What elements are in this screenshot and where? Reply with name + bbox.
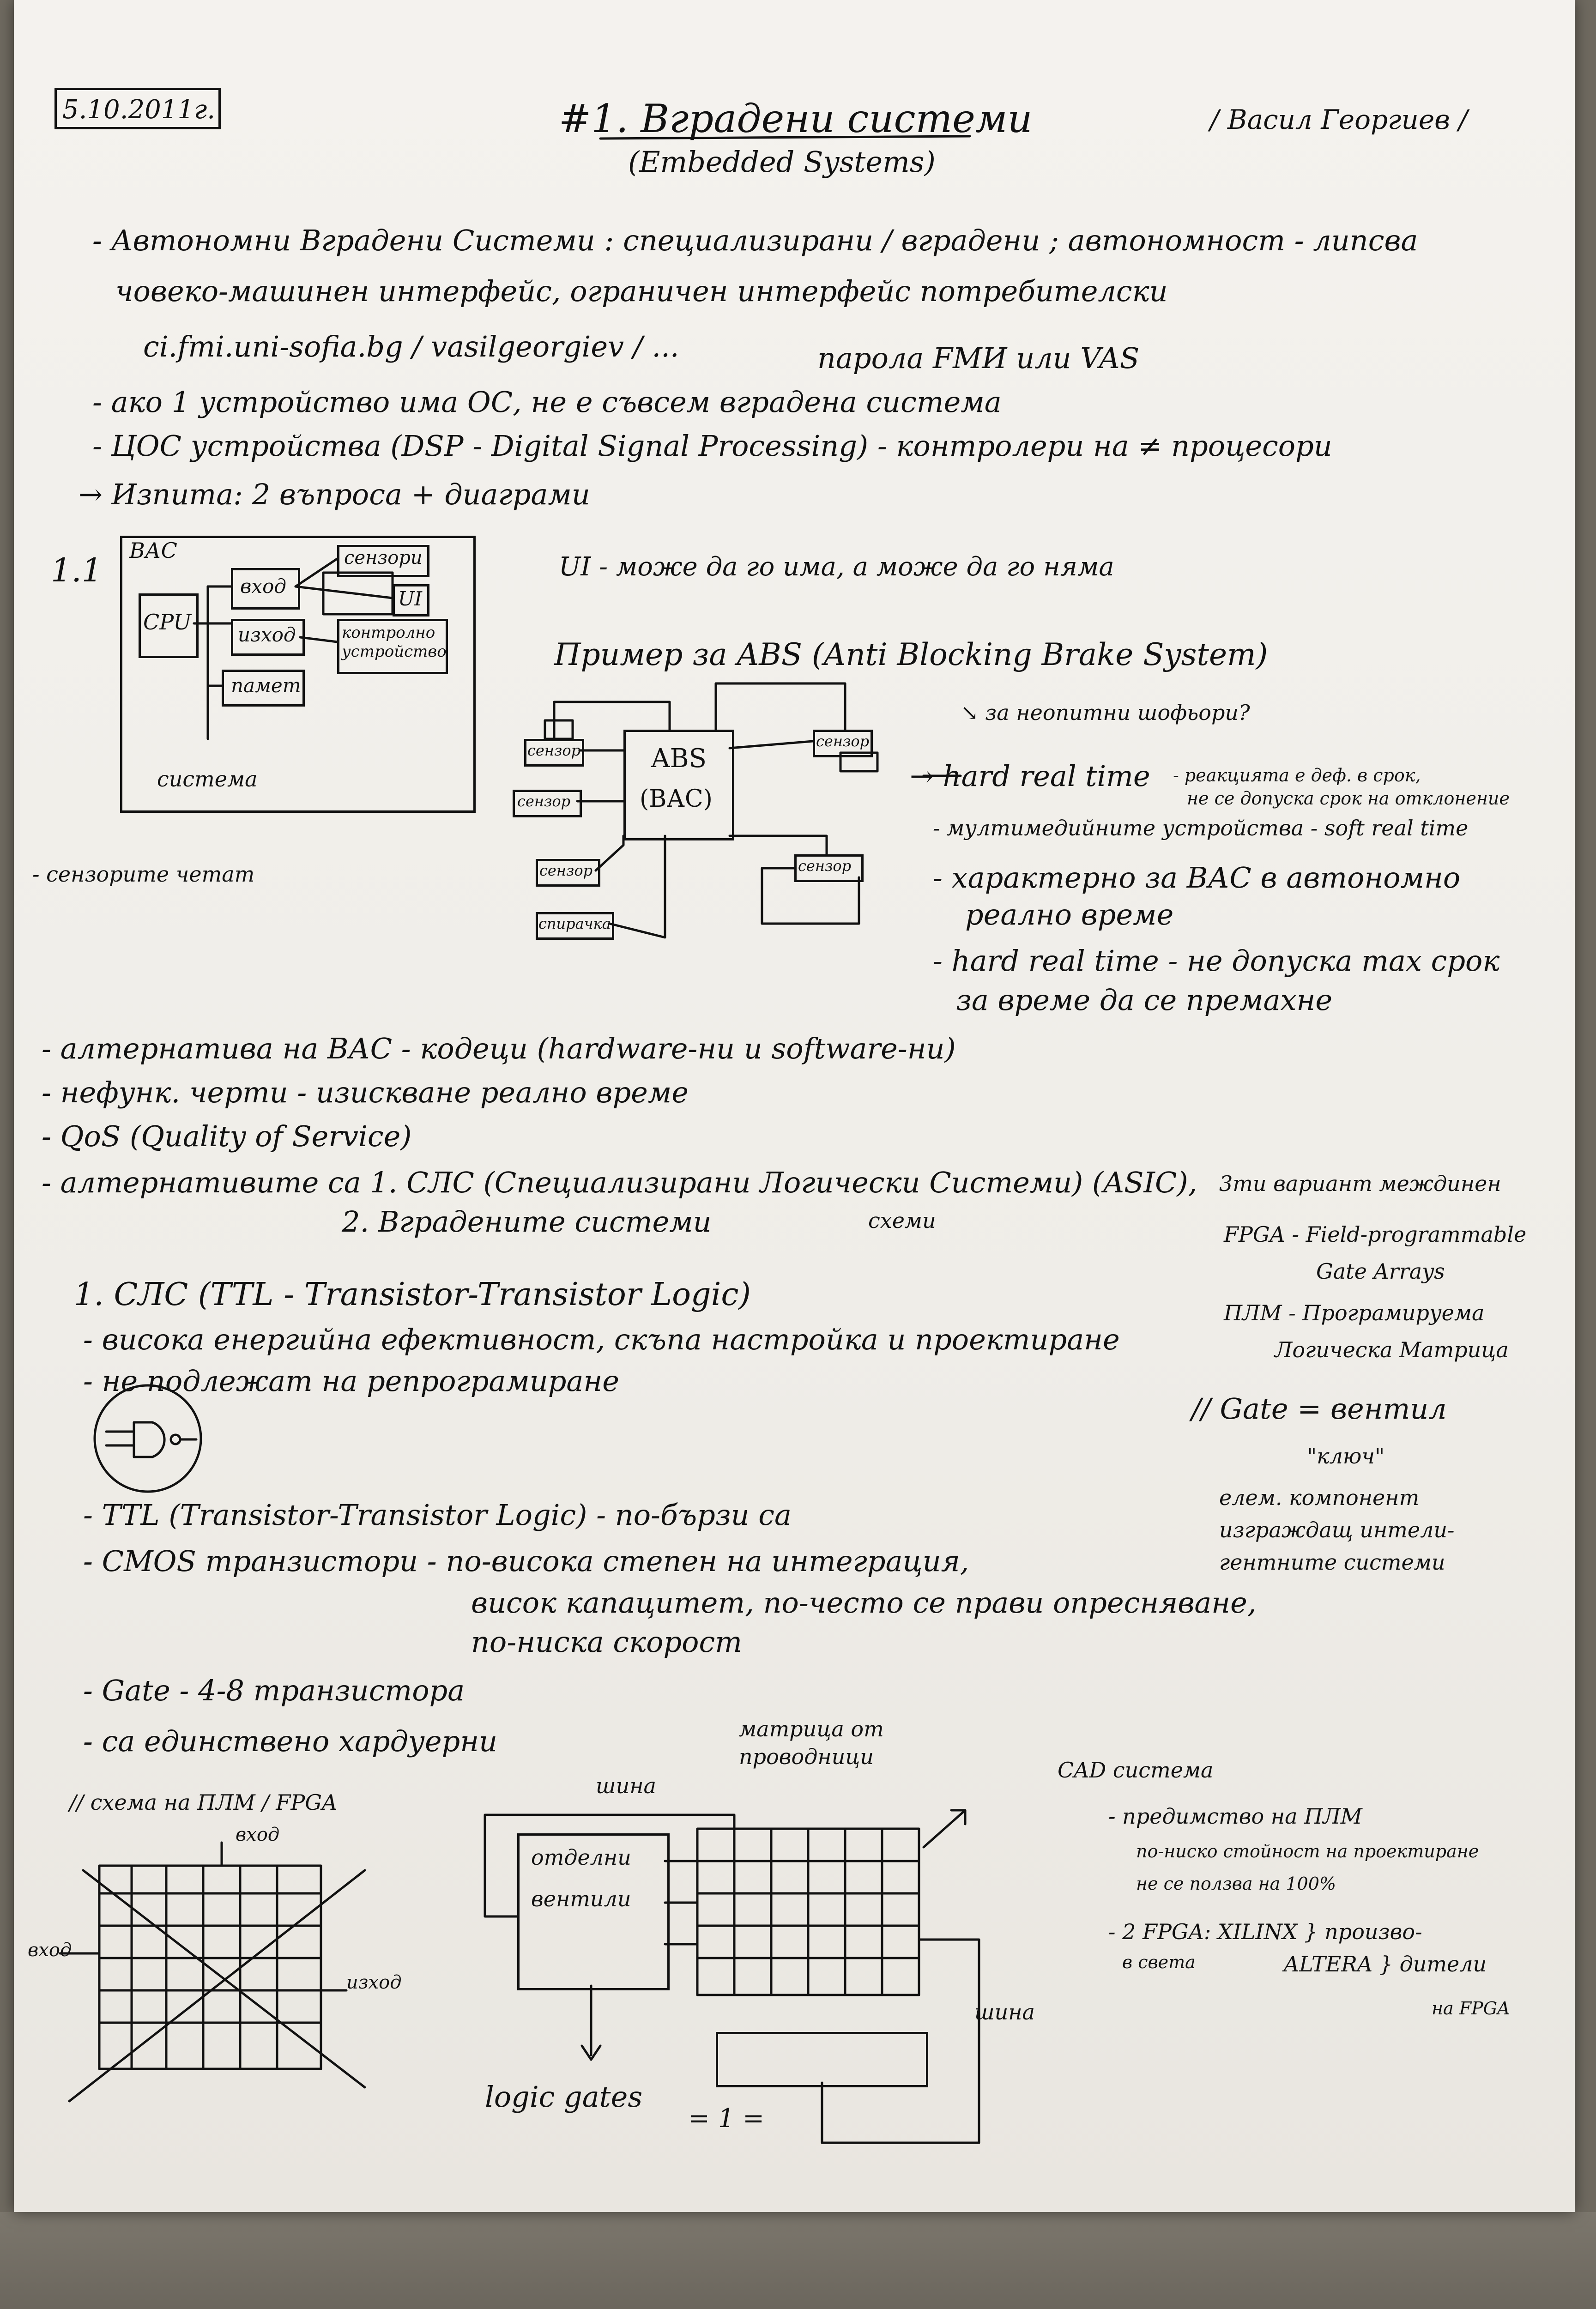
sls-heading: 1. СЛС (TTL - Transistor-Transistor Logic) xyxy=(74,1276,751,1313)
page-title: #1. Вградени системи xyxy=(559,96,1033,141)
plm-one: = 1 = xyxy=(688,2103,765,2134)
right-col-3: Gate Arrays xyxy=(1316,1259,1445,1284)
right-col-2: FPGA - Field-programmable xyxy=(1224,1222,1527,1247)
right-col-4: ПЛМ - Програмируема xyxy=(1224,1300,1485,1325)
cad-line-4: - 2 FPGA: XILINX } произво- xyxy=(1108,1919,1422,1944)
cad-line-2: по-ниско стойност на проектиране xyxy=(1136,1841,1479,1862)
right-col-8: елем. компонент xyxy=(1219,1485,1420,1510)
output-label: изход xyxy=(238,623,296,646)
middle-line-1: - алтернатива на ВАС - кодеци (hardware-ни и software-ни) xyxy=(42,1032,956,1065)
sensors-label: сензори xyxy=(344,547,423,568)
control-label: контролно устройство xyxy=(342,623,447,661)
abs-sensor-tl-label: сензор xyxy=(527,742,581,759)
cad-line-7: на FPGA xyxy=(1432,1998,1510,2019)
right-col-7: "ключ" xyxy=(1307,1444,1385,1469)
input-label: вход xyxy=(240,575,287,598)
abs-sensor-ml-label: сензор xyxy=(517,792,571,810)
tech-line-cmos-3: по-ниска скорост xyxy=(471,1625,743,1659)
intro-line-os: - ако 1 устройство има ОС, не е съвсем вградена система xyxy=(92,385,1002,419)
cad-line-3: не се ползва на 100% xyxy=(1136,1874,1336,1894)
intro-line-1: - Автономни Вградени Системи : специализирани / вградени ; автономност - липсва xyxy=(92,224,1418,257)
intro-line-exam: → Изпита: 2 въпроса + диаграми xyxy=(79,478,590,511)
date: 5.10.2011г. xyxy=(62,95,216,125)
plm-matrix-label: матрица от проводници xyxy=(739,1717,884,1769)
right-col-5: Логическа Матрица xyxy=(1275,1337,1509,1362)
middle-line-4: - алтернативите са 1. СЛС (Специализирани Логически Системи) (ASIC), xyxy=(42,1166,1197,1199)
plm-heading: // схема на ПЛМ / FPGA xyxy=(69,1790,338,1815)
hrt-note-3: - hard real time - не допуска max срок xyxy=(933,944,1500,978)
abs-sensor-br-label: сензор xyxy=(798,857,852,875)
middle-line-5: 2. Вградените системи xyxy=(342,1205,712,1239)
hrt-note-1: - реакцията е деф. в срок, xyxy=(1173,765,1421,786)
right-col-9: изграждащ интели- xyxy=(1219,1517,1455,1542)
cpu-label: CPU xyxy=(143,610,192,635)
right-col-1: 3ти вариант междинен xyxy=(1219,1171,1501,1196)
abs-title: Пример за ABS (Anti Blocking Brake System) xyxy=(554,637,1268,672)
sls-line-2: - не подлежат на репрограмиране xyxy=(83,1364,619,1398)
tech-line-cmos-2: висок капацитет, по-често се прави опресняване, xyxy=(471,1586,1257,1620)
cad-line-6: ALTERA } дители xyxy=(1284,1952,1487,1977)
tech-line-gate: - Gate - 4-8 транзистора xyxy=(83,1674,465,1707)
tech-line-ttl: - TTL (Transistor-Transistor Logic) - по-бързи са xyxy=(83,1498,792,1532)
cad-heading: CAD система xyxy=(1058,1758,1214,1783)
tech-line-hardware: - са единствено хардуерни xyxy=(83,1724,498,1758)
middle-line-3: - QoS (Quality of Service) xyxy=(42,1119,412,1153)
abs-question: ↘ за неопитни шофьори? xyxy=(961,700,1250,725)
middle-line-2: - нефунк. черти - изискване реално време xyxy=(42,1076,689,1109)
intro-line-2: човеко-машинен интерфейс, ограничен интерфейс потребителски xyxy=(115,274,1168,308)
hand-drawn-strokes xyxy=(14,0,1575,2212)
system-caption: система xyxy=(157,767,258,792)
logic-gates-label: logic gates xyxy=(485,2080,643,2114)
right-col-10: гентните системи xyxy=(1219,1550,1445,1575)
intro-line-dsp: - ЦОС устройства (DSP - Digital Signal Processing) - контролери на ≠ процесори xyxy=(92,429,1332,463)
memory-label: памет xyxy=(231,674,301,697)
characteristic-note-1: - характерно за ВАС в автономно xyxy=(933,861,1461,895)
abs-label: ABS xyxy=(651,743,707,774)
page-subtitle: (Embedded Systems) xyxy=(628,145,936,179)
hrt-note-4: за време да се премахне xyxy=(956,983,1333,1017)
tech-line-cmos: - CMOS транзистори - по-висока степен на интеграция, xyxy=(83,1544,969,1578)
middle-line-schemes: схеми xyxy=(868,1208,936,1233)
abs-sensor-bl-label: сензор xyxy=(539,862,593,879)
sensors-read-note: - сензорите четат xyxy=(32,862,255,887)
plm-input-top: вход xyxy=(236,1824,280,1845)
characteristic-note-2: реално време xyxy=(965,898,1174,931)
hrt-note-2: не се допуска срок на отклонение xyxy=(1187,788,1510,809)
multimedia-note: - мултимедийните устройства - soft real time xyxy=(933,816,1469,840)
system-diagram-title: ВАС xyxy=(129,538,177,563)
ui-label: UI xyxy=(398,587,422,610)
plm-bus-top: шина xyxy=(596,1773,656,1798)
abs-sensor-tr-label: сензор xyxy=(816,732,870,750)
gates-label-2: вентили xyxy=(531,1886,631,1911)
right-col-6: // Gate = вентил xyxy=(1191,1392,1447,1426)
plm-output: изход xyxy=(346,1972,402,1993)
plm-input-left: вход xyxy=(28,1940,72,1961)
sls-line-1: - висока енергийна ефективност, скъпа настройка и проектиране xyxy=(83,1323,1120,1356)
background-table xyxy=(0,2212,1596,2309)
abs-sub-label: (ВАС) xyxy=(640,785,713,813)
gates-label-1: отделни xyxy=(531,1845,631,1870)
cad-line-1: - предимство на ПЛМ xyxy=(1108,1804,1362,1829)
hard-real-time: → hard real time xyxy=(910,759,1150,793)
author: / Васил Георгиев / xyxy=(1210,104,1468,135)
plm-bus-right: шина xyxy=(974,2000,1035,2025)
note-sheet xyxy=(14,0,1575,2212)
ui-note: UI - може да го има, а може да го няма xyxy=(559,552,1114,582)
intro-url: ci.fmi.uni-sofia.bg / vasilgeorgiev / ... xyxy=(143,330,679,363)
intro-password: парола FMИ или VAS xyxy=(817,341,1140,375)
section-1-1-label: 1.1 xyxy=(51,551,103,589)
abs-brake-label: спирачка xyxy=(538,915,611,932)
cad-line-5: в света xyxy=(1122,1952,1196,1972)
